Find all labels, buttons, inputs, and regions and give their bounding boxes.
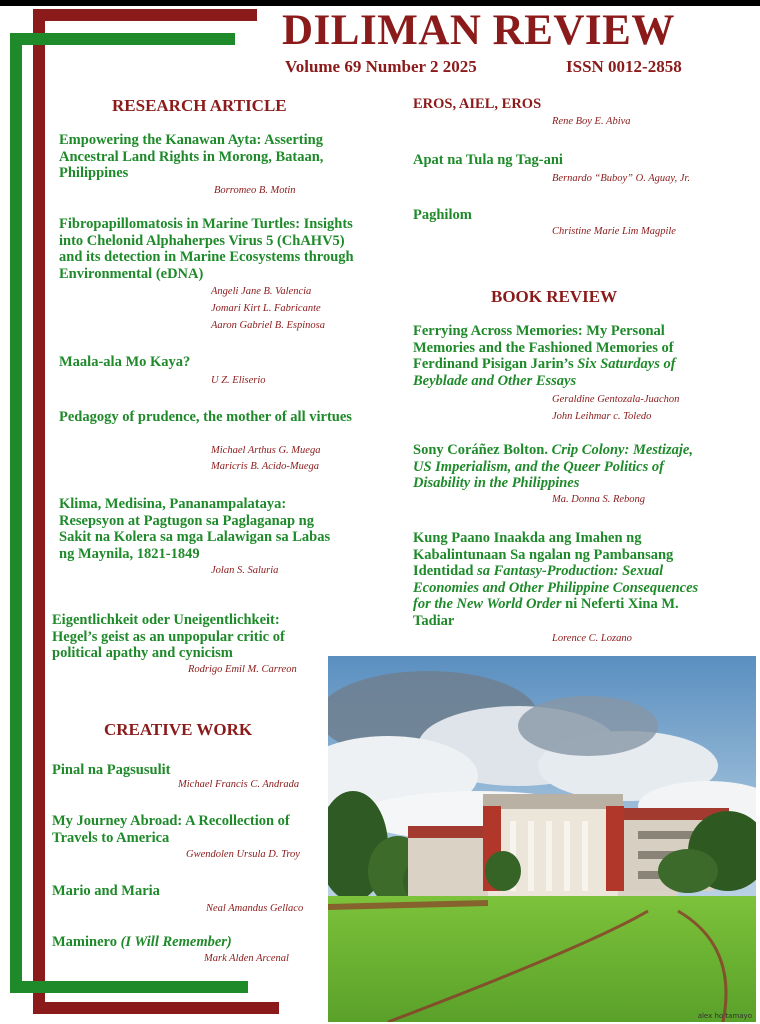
green-bar-bottom [10,981,248,993]
book-review-1-plain: Ferrying Across Memories: My Personal Memories and the Fashioned Memories of Ferdinand Pisigan Jarin’s [413,323,674,372]
research-author-4b: Maricris B. Acido-Muega [211,461,319,472]
book-review-3-italic: sa Fantasy-Production: Sexual Economies and Other Philippine Consequences for the New World Order [413,563,699,612]
research-author-6: Rodrigo Emil M. Carreon [188,664,297,675]
book-review-3-plain: Kung Paano Inaakda ang Imahen ng Kabalintunaan Sa ngalan ng Pambansang Identidad [413,530,674,579]
photo-credit: alex ho tamayo [697,1012,752,1020]
photo-illustration [328,656,756,1022]
campus-building-photo [328,656,756,1022]
green-bar-left [10,33,22,993]
research-author-1: Borromeo B. Motin [214,185,296,196]
book-review-heading: BOOK REVIEW [491,287,618,306]
research-title-1: Empowering the Kanawan Ayta: Asserting Ancestral Land Rights in Morong, Bataan, Philippines [59,132,324,181]
volume-info: Volume 69 Number 2 2025 [285,57,477,76]
maroon-bar-left [33,9,45,1014]
creative-author-2: Gwendolen Ursula D. Troy [186,849,300,860]
creative-title-1: Pinal na Pagsusulit [52,762,171,778]
creative-author-1: Michael Francis C. Andrada [178,779,300,790]
right-author-1: Rene Boy E. Abiva [552,116,631,127]
research-title-5: Klima, Medisina, Pananampalataya: Resepsyon at Pagtugon sa Paglaganap ng Sakit na Kolera sa mga Lalawigan sa Labas ng Maynila, 1821-1849 [59,496,331,562]
research-author-4a: Michael Arthus G. Muega [211,445,321,456]
issn: ISSN 0012-2858 [566,57,682,76]
book-review-title-1 [413,323,699,389]
creative-title-4-plain: Maminero [52,934,121,950]
creative-title-4-italic: (I Will Remember) [120,934,232,950]
book-review-2-italic: Crip Colony: Mestizaje, US Imperialism, and the Queer Politics of Disability in the Philippines [413,442,693,491]
book-review-author-2: Ma. Donna S. Rebong [552,494,646,505]
book-review-title-2 [413,442,703,492]
book-review-author-1a: Geraldine Gentozala-Juachon [552,394,680,405]
research-author-5: Jolan S. Saluria [211,565,279,576]
book-review-author-3: Lorence C. Lozano [552,633,632,644]
maroon-bar-top [33,9,257,21]
research-title-2: Fibropapillomatosis in Marine Turtles: Insights into Chelonid Alphaherpes Virus 5 (ChAHV5) and its detection in Marine Ecosystems through Environmental (eDNA) [59,216,354,282]
research-author-2b: Jomari Kirt L. Fabricante [211,303,321,314]
creative-title-3: Mario and Maria [52,883,160,899]
research-title-3: Maala-ala Mo Kaya? [59,354,191,370]
book-review-2-plain: Sony Coráñez Bolton. [413,442,552,458]
research-title-6: Eigentlichkeit oder Uneigentlichkeit: Hegel’s geist as an unpopular critic of political apathy and cynicism [52,612,285,661]
right-author-2: Bernardo “Buboy” O. Aguay, Jr. [552,173,690,184]
creative-title-4 [52,934,322,951]
research-author-3: U Z. Eliserio [211,375,266,386]
research-article-heading: RESEARCH ARTICLE [112,96,287,115]
creative-title-2: My Journey Abroad: A Recollection of Travels to America [52,813,290,846]
creative-author-3: Neal Amandus Gellaco [206,903,304,914]
book-review-title-3 [413,530,703,629]
research-title-4: Pedagogy of prudence, the mother of all virtues [59,409,352,425]
creative-author-4: Mark Alden Arcenal [204,953,289,964]
journal-title: DILIMAN REVIEW [282,7,675,54]
book-review-3-tail: ni Neferti Xina M. Tadiar [413,596,679,629]
maroon-bar-bottom [33,1002,279,1014]
book-review-author-1b: John Leihmar c. Toledo [552,411,652,422]
right-title-2: Apat na Tula ng Tag-ani [413,152,563,168]
right-author-3: Christine Marie Lim Magpile [552,226,676,237]
research-author-2a: Angeli Jane B. Valencia [211,286,312,297]
right-title-3: Paghilom [413,207,472,223]
right-title-1: EROS, AIEL, EROS [413,96,542,112]
book-review-1-italic: Six Saturdays of Beyblade and Other Essays [413,356,676,389]
creative-work-heading: CREATIVE WORK [104,720,253,739]
green-bar-top [10,33,235,45]
research-author-2c: Aaron Gabriel B. Espinosa [211,320,325,331]
